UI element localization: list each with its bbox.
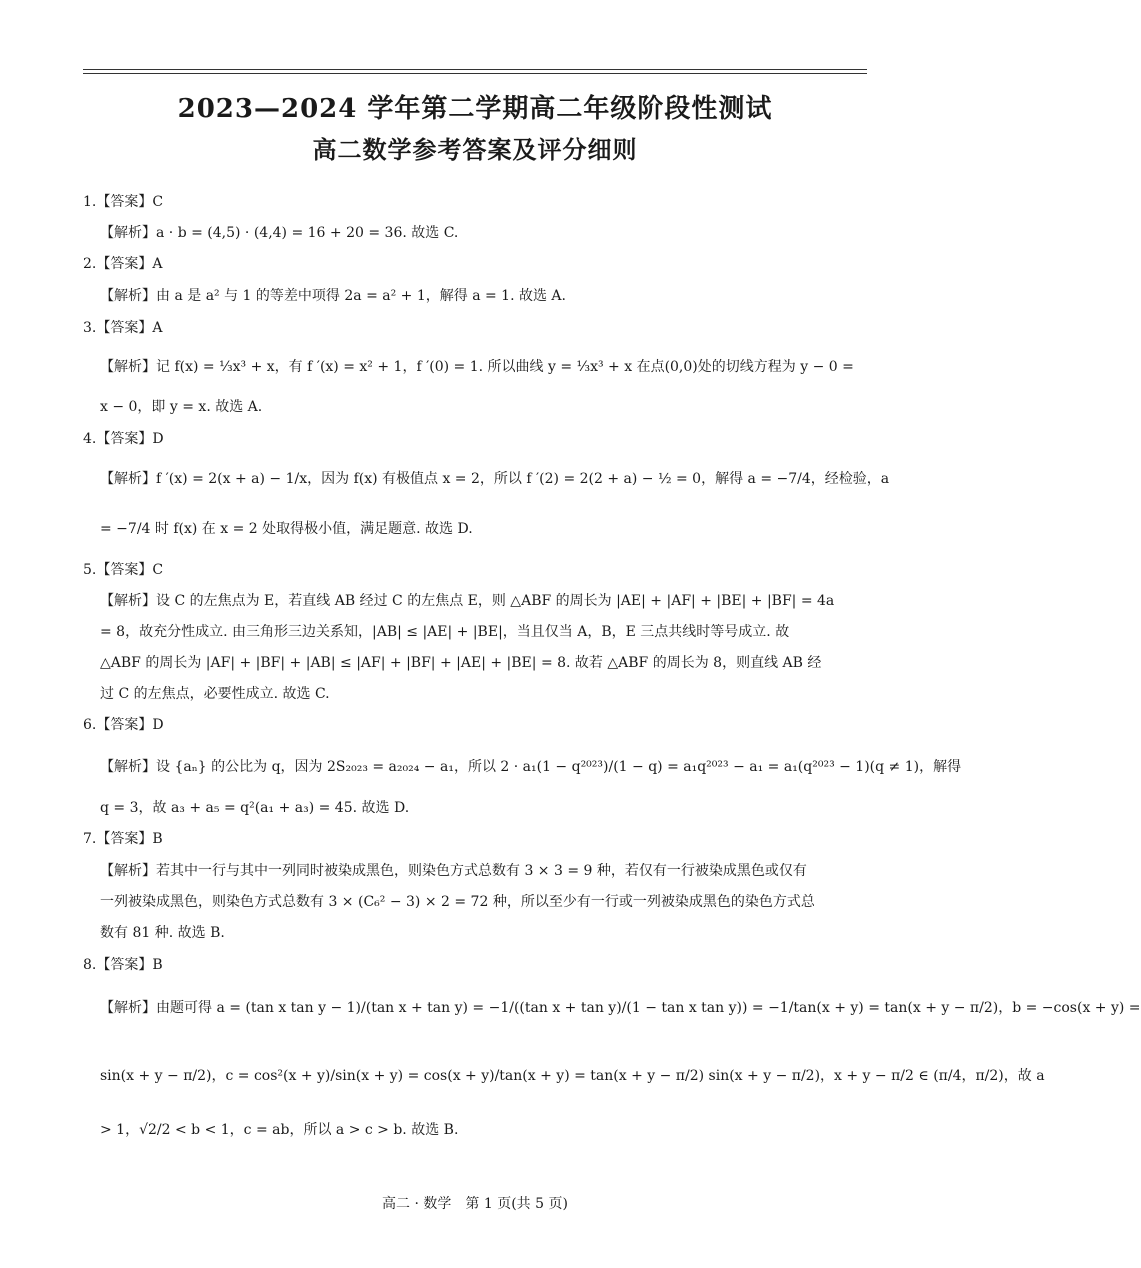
page-title: 2023—2024 学年第二学期高二年级阶段性测试 xyxy=(177,94,773,124)
explain-5-line1: 【解析】设 C 的左焦点为 E，若直线 AB 经过 C 的左焦点 E，则 △ABF 的周长为 |AE| + |AF| + |BE| + |BF| = 4a xyxy=(100,593,835,609)
answer-2: 2.【答案】A xyxy=(83,256,163,272)
explain-5-line2: = 8，故充分性成立. 由三角形三边关系知，|AB| ≤ |AE| + |BE|，当且仅当 A，B，E 三点共线时等号成立. 故 xyxy=(100,624,790,640)
top-rule xyxy=(83,69,867,70)
explain-5-line4: 过 C 的左焦点，必要性成立. 故选 C. xyxy=(100,686,330,702)
answer-6: 6.【答案】D xyxy=(83,717,164,733)
explain-6-line2: q = 3，故 a₃ + a₅ = q²(a₁ + a₃) = 45. 故选 D. xyxy=(100,800,410,816)
explain-3-line1: 【解析】记 f(x) = ⅓x³ + x，有 f ′(x) = x² + 1，f ′(0) = 1. 所以曲线 y = ⅓x³ + x 在点(0,0)处的切线方程为 y − 0 = xyxy=(100,359,854,375)
explain-2: 【解析】由 a 是 a² 与 1 的等差中项得 2a = a² + 1，解得 a = 1. 故选 A. xyxy=(100,288,566,304)
answer-5: 5.【答案】C xyxy=(83,562,164,578)
top-rule-2 xyxy=(83,73,867,74)
answer-8: 8.【答案】B xyxy=(83,957,163,973)
explain-1: 【解析】a · b = (4,5) · (4,4) = 16 + 20 = 36. 故选 C. xyxy=(100,225,459,241)
explain-8-line3: > 1，√2/2 < b < 1，c = ab，所以 a > c > b. 故选 B. xyxy=(100,1122,459,1138)
explain-3-line2: x − 0，即 y = x. 故选 A. xyxy=(100,399,263,415)
answer-4: 4.【答案】D xyxy=(83,431,164,447)
explain-8-line2: sin(x + y − π/2)，c = cos²(x + y)/sin(x + y) = cos(x + y)/tan(x + y) = tan(x + y − π/2) sin(x + y − π/2)，x + y − π/2 ∈ (π/4，π/2)，故 a xyxy=(100,1068,1045,1084)
answer-3: 3.【答案】A xyxy=(83,320,163,336)
page-footer: 高二 · 数学 第 1 页(共 5 页) xyxy=(382,1196,568,1212)
page-subtitle: 高二数学参考答案及评分细则 xyxy=(312,136,638,164)
explain-6-line1: 【解析】设 {aₙ} 的公比为 q，因为 2S₂₀₂₃ = a₂₀₂₄ − a₁，所以 2 · a₁(1 − q²⁰²³)/(1 − q) = a₁q²⁰²³ − a₁ = a₁(q²⁰²³ − 1)(q ≠ 1)，解得 xyxy=(100,759,962,775)
explain-5-line3: △ABF 的周长为 |AF| + |BF| + |AB| ≤ |AF| + |BF| + |AE| + |BE| = 8. 故若 △ABF 的周长为 8，则直线 AB 经 xyxy=(100,655,822,671)
explain-7-line1: 【解析】若其中一行与其中一列同时被染成黑色，则染色方式总数有 3 × 3 = 9 种，若仅有一行被染成黑色或仅有 xyxy=(100,863,807,879)
answer-7: 7.【答案】B xyxy=(83,831,163,847)
explain-7-line2: 一列被染成黑色，则染色方式总数有 3 × (C₆² − 3) × 2 = 72 种，所以至少有一行或一列被染成黑色的染色方式总 xyxy=(100,894,815,910)
explain-4-line1: 【解析】f ′(x) = 2(x + a) − 1/x，因为 f(x) 有极值点 x = 2，所以 f ′(2) = 2(2 + a) − ½ = 0，解得 a = −7/4，经检验，a xyxy=(100,471,890,487)
explain-4-line2: = −7/4 时 f(x) 在 x = 2 处取得极小值，满足题意. 故选 D. xyxy=(100,521,473,537)
explain-7-line3: 数有 81 种. 故选 B. xyxy=(100,925,225,941)
answer-1: 1.【答案】C xyxy=(83,194,164,210)
explain-8-line1: 【解析】由题可得 a = (tan x tan y − 1)/(tan x + tan y) = −1/((tan x + tan y)/(1 − tan x tan y)) = −1/tan(x + y) = tan(x + y − π/2)，b = −cos(x + y) = xyxy=(100,1000,1141,1016)
